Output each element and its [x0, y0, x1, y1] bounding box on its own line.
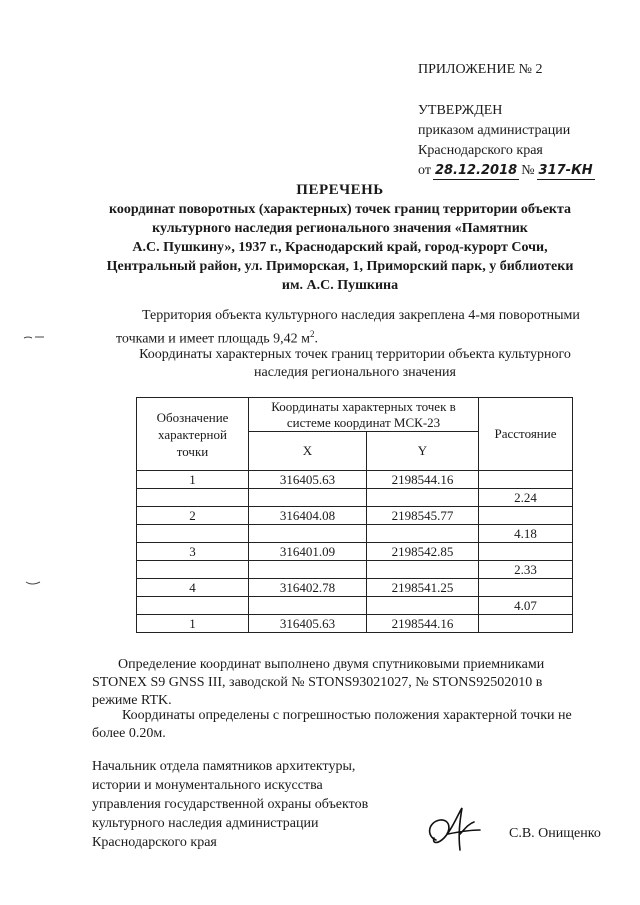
table-row	[137, 489, 573, 507]
empty-cell	[367, 525, 479, 543]
order-region: Краснодарского края	[418, 143, 543, 158]
accuracy-line: более 0.20м.	[92, 726, 166, 741]
distance-value: 4.07	[479, 597, 573, 615]
point-x: 316405.63	[249, 615, 367, 633]
order-number-prefix: №	[521, 163, 535, 178]
empty-cell	[367, 597, 479, 615]
point-y: 2198544.16	[367, 471, 479, 489]
intro-paragraph	[116, 307, 616, 349]
margin-mark	[22, 333, 46, 341]
distance-value: 2.24	[479, 489, 573, 507]
point-name: 4	[137, 579, 249, 597]
table-row	[137, 507, 573, 525]
title-line: А.С. Пушкину», 1937 г., Краснодарский край, город-курорт Сочи,	[132, 240, 548, 255]
distance-value: 4.18	[479, 525, 573, 543]
empty-cell	[249, 597, 367, 615]
point-name: 1	[137, 615, 249, 633]
table-row	[137, 471, 573, 489]
approved-label: УТВЕРЖДЕН	[418, 103, 503, 118]
empty-cell	[479, 507, 573, 525]
table-row	[137, 579, 573, 597]
signatory-name: С.В. Онищенко	[509, 826, 601, 841]
empty-cell	[249, 561, 367, 579]
point-x: 316402.78	[249, 579, 367, 597]
order-reference	[418, 161, 597, 181]
empty-cell	[249, 525, 367, 543]
position-line: Краснодарского края	[92, 835, 217, 850]
order-number: 317-КН	[538, 163, 593, 178]
title-line: координат поворотных (характерных) точек границ территории объекта	[108, 202, 572, 217]
intro-area-sup: 2	[310, 329, 315, 339]
distance-value: 2.33	[479, 561, 573, 579]
method-line: Определение координат выполнено двумя спутниковыми приемниками	[118, 657, 545, 672]
empty-cell	[479, 579, 573, 597]
title-heading: ПЕРЕЧЕНЬ	[296, 182, 384, 198]
position-line: истории и монументального искусства	[92, 778, 323, 793]
empty-cell	[367, 489, 479, 507]
title-line: им. А.С. Пушкина	[281, 278, 399, 293]
method-paragraph	[92, 656, 612, 710]
empty-cell	[479, 615, 573, 633]
method-line: режиме RTK.	[92, 693, 172, 708]
header-y: Y	[367, 432, 479, 471]
table-row	[137, 597, 573, 615]
order-date-prefix: от	[418, 163, 431, 178]
position-line: культурного наследия администрации	[92, 816, 319, 831]
header-coords: Координаты характерных точек в системе координат МСК-23	[249, 398, 479, 432]
accuracy-paragraph	[92, 707, 612, 743]
document-title	[40, 181, 640, 295]
point-y: 2198541.25	[367, 579, 479, 597]
table-caption	[90, 346, 620, 382]
point-x: 316405.63	[249, 471, 367, 489]
handwritten-signature	[418, 800, 498, 860]
caption-line: Координаты характерных точек границ территории объекта культурного	[139, 347, 571, 362]
intro-period: .	[314, 331, 318, 347]
point-x: 316401.09	[249, 543, 367, 561]
point-name: 1	[137, 471, 249, 489]
position-line: Начальник отдела памятников архитектуры,	[92, 759, 356, 774]
signatory-position	[92, 757, 368, 852]
empty-cell	[137, 525, 249, 543]
position-line: управления государственной охраны объектов	[92, 797, 369, 812]
order-date: 28.12.2018	[434, 163, 518, 178]
table-row	[137, 615, 573, 633]
header-point: Обозначение характерной точки	[137, 398, 249, 471]
point-x: 316404.08	[249, 507, 367, 525]
header-distance: Расстояние	[479, 398, 573, 471]
order-issuer: приказом администрации	[418, 123, 571, 138]
empty-cell	[479, 543, 573, 561]
table-row	[137, 525, 573, 543]
table-row	[137, 561, 573, 579]
header-x: X	[249, 432, 367, 471]
point-y: 2198545.77	[367, 507, 479, 525]
intro-line: Территория объекта культурного наследия закреплена 4-мя поворотными	[142, 308, 580, 323]
empty-cell	[137, 561, 249, 579]
empty-cell	[479, 471, 573, 489]
intro-area-text: точками и имеет площадь 9,42 м	[116, 331, 310, 347]
appendix-label: ПРИЛОЖЕНИЕ № 2	[418, 62, 543, 77]
table-row	[137, 543, 573, 561]
title-line: культурного наследия регионального значения «Памятник	[152, 221, 528, 236]
point-name: 2	[137, 507, 249, 525]
empty-cell	[137, 489, 249, 507]
title-line: Центральный район, ул. Приморская, 1, Приморский парк, у библиотеки	[106, 259, 574, 274]
caption-line: наследия регионального значения	[254, 365, 456, 380]
point-y: 2198542.85	[367, 543, 479, 561]
method-line: STONEX S9 GNSS III, заводской № STONS93021027, № STONS92502010 в	[92, 675, 543, 690]
accuracy-line: Координаты определены с погрешностью положения характерной точки не	[122, 708, 572, 723]
point-name: 3	[137, 543, 249, 561]
point-y: 2198544.16	[367, 615, 479, 633]
coordinates-table	[136, 397, 573, 633]
empty-cell	[249, 489, 367, 507]
empty-cell	[137, 597, 249, 615]
margin-mark	[24, 579, 44, 587]
approval-block	[418, 101, 597, 181]
empty-cell	[367, 561, 479, 579]
